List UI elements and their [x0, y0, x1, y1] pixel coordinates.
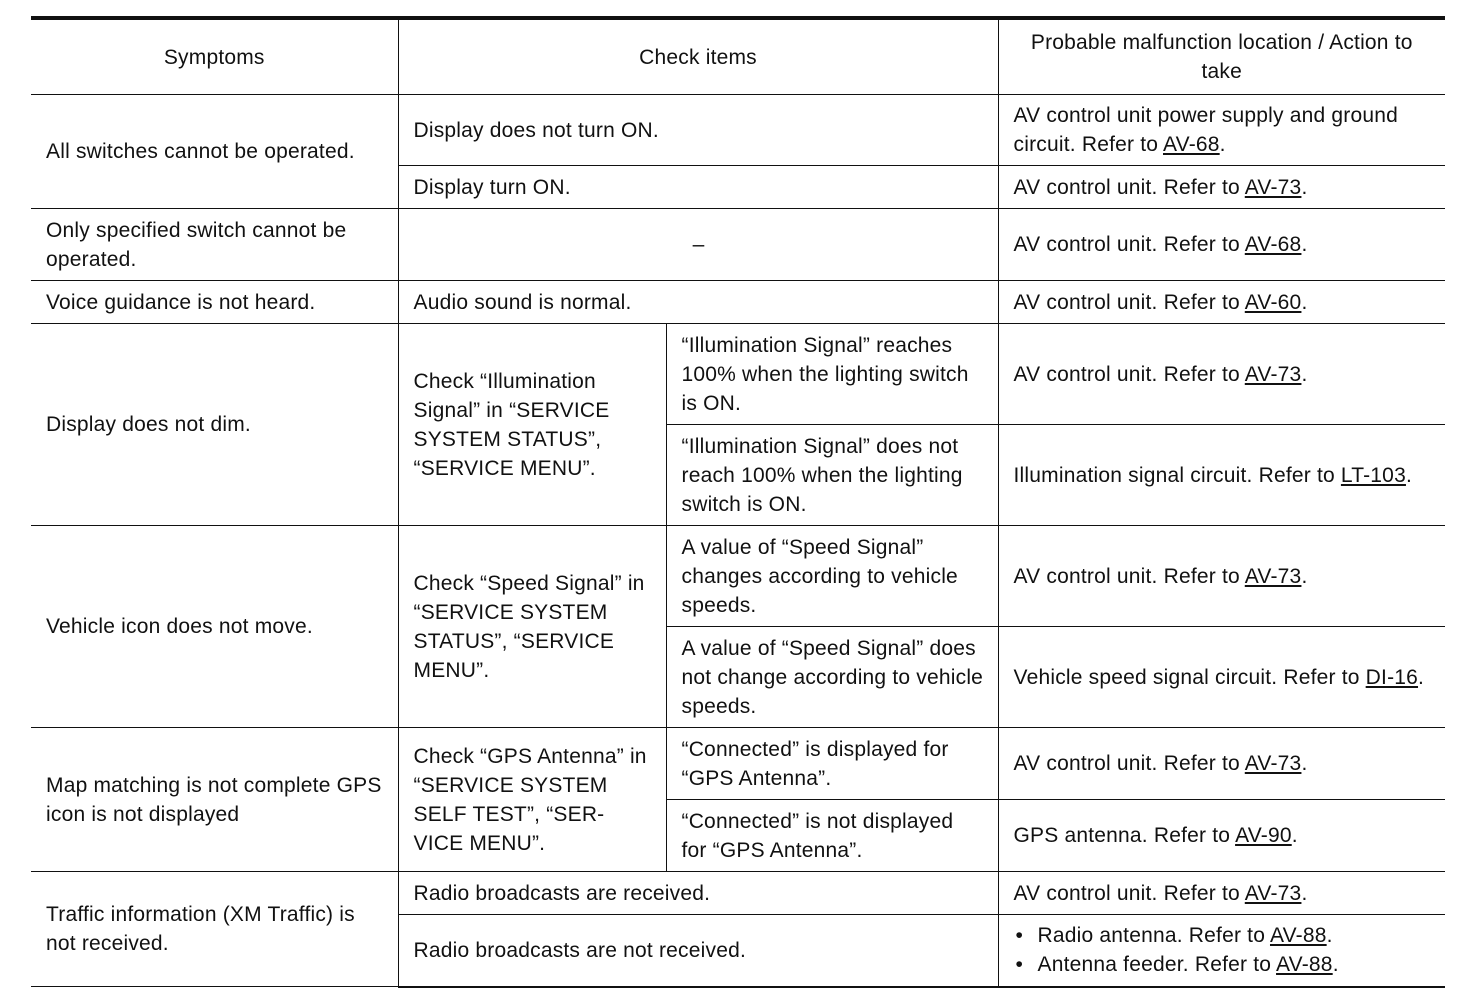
condition-cell: “Connected” is displayed for “GPS Antenna”.: [666, 728, 998, 800]
action-end: .: [1326, 924, 1333, 948]
action-end: .: [1301, 881, 1308, 905]
action-text: AV control unit. Refer to: [1013, 362, 1245, 386]
check-cell: Display turn ON.: [398, 166, 998, 209]
action-cell: [998, 324, 1445, 425]
reference-link[interactable]: AV-60: [1244, 290, 1302, 314]
action-text: AV control unit power supply and ground circuit. Refer to: [1013, 104, 1398, 156]
action-cell: [998, 209, 1445, 281]
reference-link[interactable]: AV-88: [1276, 953, 1333, 977]
action-end: .: [1219, 133, 1226, 156]
header-check-items: Check items: [398, 18, 998, 95]
reference-link[interactable]: LT-103: [1340, 463, 1406, 487]
action-cell: [998, 281, 1445, 324]
action-text: AV control unit. Refer to: [1013, 233, 1245, 256]
action-cell: [998, 627, 1445, 728]
header-row: [31, 18, 1445, 95]
table-row: [31, 209, 1445, 281]
action-text: Illumination signal circuit. Refer to: [1013, 463, 1341, 487]
check-cell: –: [398, 209, 998, 281]
action-end: .: [1301, 362, 1308, 386]
reference-link[interactable]: AV-68: [1163, 133, 1220, 156]
condition-cell: A value of “Speed Signal” does not change according to vehicle speeds.: [666, 627, 998, 728]
reference-link[interactable]: AV-73: [1244, 175, 1302, 199]
check-cell: Check “GPS Antenna” in “SERVICE SYSTEM SELF TEST”, “SER-VICE MENU”.: [398, 728, 666, 872]
reference-link[interactable]: AV-73: [1244, 362, 1302, 386]
action-text: AV control unit. Refer to: [1013, 290, 1245, 314]
table-row: [31, 95, 1445, 166]
action-cell: [998, 915, 1445, 987]
action-text: AV control unit. Refer to: [1013, 881, 1245, 905]
action-end: .: [1418, 665, 1425, 689]
action-bullet-list: [1014, 921, 1432, 979]
symptom-cell: All switches cannot be operated.: [31, 95, 398, 209]
action-text: AV control unit. Refer to: [1013, 564, 1245, 588]
check-cell: Check “Speed Signal” in “SERVICE SYSTEM STATUS”, “SERVICE MENU”.: [398, 526, 666, 728]
check-cell: Check “Illumination Signal” in “SERVICE SYSTEM STATUS”, “SERVICE MENU”.: [398, 324, 666, 526]
table-row: [31, 281, 1445, 324]
condition-cell: “Connected” is not displayed for “GPS Antenna”.: [666, 800, 998, 872]
action-text: Antenna feeder. Refer to: [1037, 953, 1277, 977]
symptom-cell: Display does not dim.: [31, 324, 398, 526]
action-text: GPS antenna. Refer to: [1013, 824, 1236, 847]
symptom-cell: Map matching is not complete GPS icon is not displayed: [31, 728, 398, 872]
diagnosis-table: [31, 16, 1445, 988]
reference-link[interactable]: AV-73: [1244, 752, 1302, 775]
action-text: AV control unit. Refer to: [1013, 175, 1245, 199]
reference-link[interactable]: AV-73: [1244, 881, 1302, 905]
header-action: Probable malfunction location / Action to take: [998, 18, 1445, 95]
action-end: .: [1291, 824, 1298, 847]
action-end: .: [1301, 564, 1308, 588]
symptom-cell: Traffic information (XM Traffic) is not received.: [31, 872, 398, 987]
action-end: .: [1301, 233, 1308, 256]
condition-cell: “Illumination Signal” reaches 100% when the lighting switch is ON.: [666, 324, 998, 425]
header-symptoms: Symptoms: [31, 18, 398, 95]
table-row: [31, 728, 1445, 800]
reference-link[interactable]: AV-68: [1244, 233, 1302, 256]
action-cell: [998, 425, 1445, 526]
symptom-cell: Vehicle icon does not move.: [31, 526, 398, 728]
action-end: .: [1301, 290, 1308, 314]
action-text: Vehicle speed signal circuit. Refer to: [1013, 665, 1366, 689]
action-end: .: [1301, 752, 1308, 775]
table-row: [31, 872, 1445, 915]
symptom-cell: Voice guidance is not heard.: [31, 281, 398, 324]
action-cell: [998, 166, 1445, 209]
reference-link[interactable]: AV-88: [1269, 924, 1327, 948]
condition-cell: A value of “Speed Signal” changes according to vehicle speeds.: [666, 526, 998, 627]
action-text: Radio antenna. Refer to: [1037, 924, 1270, 948]
action-cell: [998, 872, 1445, 915]
action-cell: [998, 95, 1445, 166]
action-text: AV control unit. Refer to: [1013, 752, 1245, 775]
bullet-item: [1014, 950, 1432, 979]
condition-cell: “Illumination Signal” does not reach 100% when the lighting switch is ON.: [666, 425, 998, 526]
check-cell: Radio broadcasts are not received.: [398, 915, 998, 987]
action-end: .: [1332, 953, 1339, 977]
table-row: [31, 324, 1445, 425]
reference-link[interactable]: AV-73: [1244, 564, 1302, 588]
action-cell: [998, 526, 1445, 627]
action-cell: [998, 728, 1445, 800]
check-cell: Radio broadcasts are received.: [398, 872, 998, 915]
reference-link[interactable]: AV-90: [1235, 824, 1292, 847]
check-cell: Display does not turn ON.: [398, 95, 998, 166]
action-end: .: [1405, 463, 1412, 487]
action-cell: [998, 800, 1445, 872]
table-row: [31, 526, 1445, 627]
action-end: .: [1301, 175, 1308, 199]
symptom-cell: Only specified switch cannot be operated.: [31, 209, 398, 281]
bullet-item: [1014, 921, 1432, 950]
reference-link[interactable]: DI-16: [1365, 665, 1419, 689]
check-cell: Audio sound is normal.: [398, 281, 998, 324]
